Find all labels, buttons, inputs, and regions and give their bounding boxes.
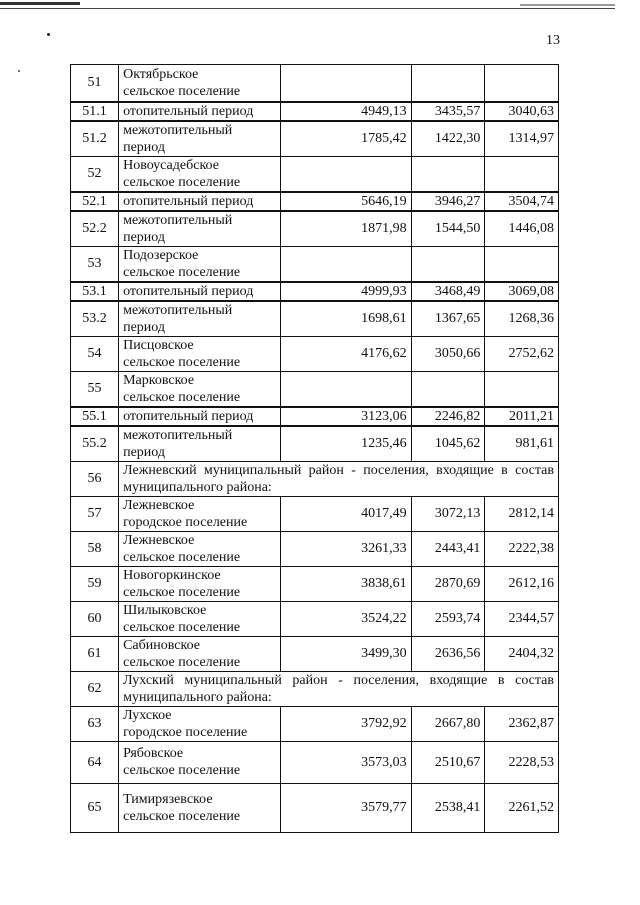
- row-number: 62: [71, 671, 119, 706]
- value-v2: 2593,74: [411, 601, 485, 636]
- value-v1: 3524,22: [280, 601, 411, 636]
- value-v1: [280, 65, 411, 102]
- row-number: 51.1: [71, 102, 119, 121]
- top-border-line: [0, 8, 615, 9]
- value-v3: 2222,38: [485, 531, 559, 566]
- table-row: [71, 426, 559, 462]
- table-row: [71, 246, 559, 282]
- value-v3: [485, 65, 559, 102]
- table-row: [71, 636, 559, 671]
- settlement-name: [119, 426, 281, 462]
- settlement-name-line: Лежневское: [123, 497, 195, 513]
- row-number: 55.2: [71, 426, 119, 462]
- row-number: 65: [71, 783, 119, 832]
- row-number: 51: [71, 65, 119, 102]
- table-row: [71, 601, 559, 636]
- table-row: [71, 102, 559, 121]
- value-v3: 2011,21: [485, 407, 559, 426]
- value-v2: 2246,82: [411, 407, 485, 426]
- settlement-name-line: сельское поселение: [123, 354, 241, 370]
- row-number: 52: [71, 156, 119, 192]
- value-v3: 2752,62: [485, 336, 559, 371]
- table-row: [71, 156, 559, 192]
- value-v2: 2636,56: [411, 636, 485, 671]
- value-v3: 3504,74: [485, 192, 559, 211]
- table-row: [71, 496, 559, 531]
- settlement-name-line: сельское поселение: [123, 264, 241, 280]
- page-number: 13: [546, 33, 560, 48]
- row-number: 54: [71, 336, 119, 371]
- value-v3: 1446,08: [485, 211, 559, 247]
- value-v3: 2344,57: [485, 601, 559, 636]
- value-v2: 1422,30: [411, 121, 485, 157]
- settlement-name: [119, 192, 281, 211]
- tariff-table-body: [71, 65, 559, 833]
- district-header: Лежневский муниципальный район - поселения, входящие в состав муниципального района:: [119, 461, 559, 496]
- settlement-name-line: период: [123, 319, 165, 335]
- settlement-name-line: Марковское: [123, 372, 195, 388]
- settlement-name-line: Новоусадебское: [123, 157, 219, 173]
- settlement-name-line: Лежневское: [123, 532, 195, 548]
- settlement-name-line: Подозерское: [123, 247, 199, 263]
- scan-speck: [47, 33, 50, 36]
- table-row: [71, 741, 559, 783]
- row-number: 53.1: [71, 282, 119, 301]
- settlement-name: [119, 371, 281, 407]
- table-row: [71, 121, 559, 157]
- value-v3: 1314,97: [485, 121, 559, 157]
- value-v3: [485, 246, 559, 282]
- value-v2: 2443,41: [411, 531, 485, 566]
- settlement-name: [119, 636, 281, 671]
- settlement-name-line: сельское поселение: [123, 389, 241, 405]
- value-v2: 2667,80: [411, 706, 485, 741]
- settlement-name: [119, 156, 281, 192]
- settlement-name-line: сельское поселение: [123, 654, 241, 670]
- settlement-name-line: сельское поселение: [123, 808, 241, 824]
- settlement-name-line: отопительный период: [123, 103, 254, 119]
- table-row: [71, 336, 559, 371]
- settlement-name-line: Лухское: [123, 707, 172, 723]
- value-v2: 2538,41: [411, 783, 485, 832]
- value-v1: [280, 156, 411, 192]
- value-v1: 3792,92: [280, 706, 411, 741]
- top-border-smudge: [520, 4, 615, 6]
- value-v3: 2404,32: [485, 636, 559, 671]
- value-v1: 1871,98: [280, 211, 411, 247]
- value-v2: 1544,50: [411, 211, 485, 247]
- table-row: [71, 65, 559, 102]
- settlement-name-line: Октябрьское: [123, 66, 199, 82]
- row-number: 56: [71, 461, 119, 496]
- table-row: [71, 706, 559, 741]
- value-v2: [411, 156, 485, 192]
- table-row: [71, 192, 559, 211]
- settlement-name: [119, 741, 281, 783]
- table-row: [71, 671, 559, 706]
- settlement-name: [119, 121, 281, 157]
- settlement-name-line: межотопительный: [123, 212, 233, 228]
- value-v1: 4949,13: [280, 102, 411, 121]
- value-v1: 4176,62: [280, 336, 411, 371]
- table-row: [71, 301, 559, 337]
- table-row: [71, 282, 559, 301]
- settlement-name-line: Новогоркинское: [123, 567, 221, 583]
- value-v3: 2228,53: [485, 741, 559, 783]
- value-v3: 2812,14: [485, 496, 559, 531]
- row-number: 58: [71, 531, 119, 566]
- settlement-name-line: сельское поселение: [123, 549, 241, 565]
- value-v1: 3579,77: [280, 783, 411, 832]
- table-row: [71, 566, 559, 601]
- value-v1: [280, 371, 411, 407]
- row-number: 64: [71, 741, 119, 783]
- settlement-name-line: Тимирязевское: [123, 791, 213, 807]
- settlement-name-line: период: [123, 444, 165, 460]
- value-v1: 3261,33: [280, 531, 411, 566]
- settlement-name-line: период: [123, 139, 165, 155]
- row-number: 55.1: [71, 407, 119, 426]
- value-v2: 3050,66: [411, 336, 485, 371]
- settlement-name: [119, 211, 281, 247]
- value-v1: 1235,46: [280, 426, 411, 462]
- settlement-name-line: межотопительный: [123, 302, 233, 318]
- settlement-name: [119, 407, 281, 426]
- value-v1: 3123,06: [280, 407, 411, 426]
- row-number: 52.1: [71, 192, 119, 211]
- settlement-name: [119, 336, 281, 371]
- settlement-name-line: Сабиновское: [123, 637, 200, 653]
- row-number: 63: [71, 706, 119, 741]
- settlement-name: [119, 246, 281, 282]
- row-number: 53.2: [71, 301, 119, 337]
- value-v2: 2510,67: [411, 741, 485, 783]
- row-number: 61: [71, 636, 119, 671]
- value-v2: 3435,57: [411, 102, 485, 121]
- value-v2: [411, 65, 485, 102]
- value-v2: 3468,49: [411, 282, 485, 301]
- settlement-name-line: отопительный период: [123, 193, 254, 209]
- row-number: 60: [71, 601, 119, 636]
- district-header: Лухский муниципальный район - поселения, входящие в состав муниципального района:: [119, 671, 559, 706]
- value-v1: 1698,61: [280, 301, 411, 337]
- settlement-name-line: сельское поселение: [123, 83, 241, 99]
- table-row: [71, 407, 559, 426]
- settlement-name-line: сельское поселение: [123, 174, 241, 190]
- top-border-mark: [0, 2, 80, 5]
- value-v3: 2612,16: [485, 566, 559, 601]
- settlement-name: [119, 65, 281, 102]
- settlement-name-line: городское поселение: [123, 724, 248, 740]
- value-v3: 2362,87: [485, 706, 559, 741]
- value-v2: [411, 371, 485, 407]
- settlement-name-line: отопительный период: [123, 408, 254, 424]
- settlement-name: [119, 282, 281, 301]
- settlement-name-line: отопительный период: [123, 283, 254, 299]
- value-v3: 981,61: [485, 426, 559, 462]
- settlement-name: [119, 566, 281, 601]
- row-number: 52.2: [71, 211, 119, 247]
- settlement-name-line: межотопительный: [123, 427, 233, 443]
- table-row: [71, 371, 559, 407]
- value-v2: 3072,13: [411, 496, 485, 531]
- row-number: 51.2: [71, 121, 119, 157]
- value-v3: [485, 156, 559, 192]
- value-v1: 4017,49: [280, 496, 411, 531]
- table-row: [71, 211, 559, 247]
- table-row: [71, 783, 559, 832]
- settlement-name-line: сельское поселение: [123, 763, 241, 778]
- settlement-name-line: период: [123, 229, 165, 245]
- settlement-name-line: Рябовское: [123, 746, 184, 761]
- settlement-name-line: сельское поселение: [123, 584, 241, 600]
- settlement-name: [119, 496, 281, 531]
- value-v1: 1785,42: [280, 121, 411, 157]
- table-row: [71, 461, 559, 496]
- scan-speck: [18, 70, 20, 72]
- row-number: 59: [71, 566, 119, 601]
- row-number: 55: [71, 371, 119, 407]
- value-v3: 3069,08: [485, 282, 559, 301]
- settlement-name: [119, 706, 281, 741]
- value-v3: 1268,36: [485, 301, 559, 337]
- value-v1: 3499,30: [280, 636, 411, 671]
- settlement-name: [119, 783, 281, 832]
- settlement-name: [119, 301, 281, 337]
- settlement-name: [119, 102, 281, 121]
- row-number: 53: [71, 246, 119, 282]
- tariff-table: [70, 64, 559, 833]
- value-v3: 2261,52: [485, 783, 559, 832]
- value-v2: 1367,65: [411, 301, 485, 337]
- value-v1: 3573,03: [280, 741, 411, 783]
- settlement-name: [119, 531, 281, 566]
- settlement-name: [119, 601, 281, 636]
- settlement-name-line: городское поселение: [123, 514, 248, 530]
- value-v1: 5646,19: [280, 192, 411, 211]
- value-v3: 3040,63: [485, 102, 559, 121]
- value-v2: [411, 246, 485, 282]
- value-v2: 2870,69: [411, 566, 485, 601]
- settlement-name-line: Шилыковское: [123, 602, 207, 618]
- value-v1: 3838,61: [280, 566, 411, 601]
- value-v2: 3946,27: [411, 192, 485, 211]
- settlement-name-line: межотопительный: [123, 122, 233, 138]
- value-v2: 1045,62: [411, 426, 485, 462]
- settlement-name-line: сельское поселение: [123, 619, 241, 635]
- value-v1: [280, 246, 411, 282]
- value-v1: 4999,93: [280, 282, 411, 301]
- table-row: [71, 531, 559, 566]
- value-v3: [485, 371, 559, 407]
- row-number: 57: [71, 496, 119, 531]
- settlement-name-line: Писцовское: [123, 337, 194, 353]
